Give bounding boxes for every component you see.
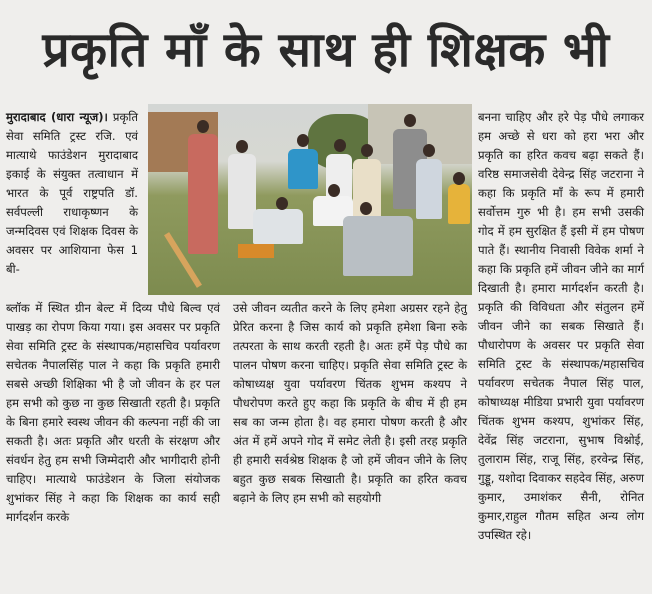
body-text: बनना चाहिए और हरे पेड़ पौधे लगाकर हम अच्छे से धरा को हरा भरा और प्रकृति का हरित कवच बढ़ा सकते हैं। वरिष्ठ समाजसेवी देवेन्द्र सिंह जटराना ने कहा कि प्रकृति माँ के रूप में हमारी सर्वोत्तम गुरु भी है। हम सभी उसकी गोद में हम सुरक्षित हैं इसी में हम पोषण पाते हैं। स्थानीय निवासी विवेक शर्मा ने कहा कि प्रकृति हमें जीवन जीने का मार्ग दिखाती है। हमारा मार्गदर्शन करती है। प्रकृति की विविधता और संतुलन हमें जीवन जीने का सबक सिखाते हैं। पौधारोपण के अवसर पर प्रकृति सेवा समिति ट्रस्ट के संस्थापक/महासचिव पर्यावरण सचेतक नैपाल सिंह पाल, कोषाध्यक्ष मीडिया प्रभारी युवा पर्यावरण चिंतक शुभम कश्यप, शुभांकर सिंह, देवेंद्र सिंह जटराना, सुभाष विश्नोई, तुलाराम सिंह, राजू सिंह, हरवेन्द्र सिंह, गुड्डू, यशोदा दिवाकर सहदेव सिंह, अरुण कुमार, उमाशंकर सैनी, रोनित कुमार,राहुल गौतम सहित अन्य लोग उपस्थित रहे। bbox=[478, 110, 644, 542]
body-text: उसे जीवन व्यतीत करने के लिए हमेशा अग्रसर रहने हेतु प्रेरित करना है जिस कार्य को प्रकृति हमेशा बिना रुके तत्परता के साथ करती रहती है। अतः हमें पेड़ पौधे का पालन पोषण करना चाहिए। प्रकृति सेवा समिति ट्रस्ट के कोषाध्यक्ष युवा पर्यावरण चिंतक शुभम कश्यप ने पौधरोपण करते हुए कहा कि प्रकृति के बीच में ही हम सब का जन्म होता है। वह हमारा पोषण करती है और अंत में हमें अपने गोद में समेट लेती है। इसी तरह प्रकृति ही हमारी सर्वश्रेष्ठ शिक्षक है जो हमें जीवन जीने के लिए बहुत कुछ सबक सिखाती है। प्रकृति का हरित कवच बढ़ाने के लिए हम सभी को सहयोगी bbox=[233, 301, 467, 505]
headline: प्रकृति माँ के साथ ही शिक्षक भी bbox=[42, 22, 610, 78]
article-column-2 bbox=[233, 299, 467, 508]
article-column-1 bbox=[6, 108, 138, 279]
article-column-3 bbox=[478, 108, 644, 545]
intro-text: प्रकृति सेवा समिति ट्रस्ट रजि. एवं मात्याथे फाउंडेशन मुरादाबाद इकाई के संयुक्त तत्वाधान में भारत के पूर्व राष्ट्रपति डॉ. सर्वपल्ली राधाकृष्णन के जन्मदिवस एवं शिक्षक दिवस के अवसर पर आशियाना फेस 1 बी- bbox=[6, 110, 138, 276]
body-text: ब्लॉक में स्थित ग्रीन बेल्ट में दिव्य पौधे बिल्व एवं पाखड़ का रोपण किया गया। इस अवसर पर प्रकृति सेवा समिति ट्रस्ट के संस्थापक/महासचिव पर्यावरण सचेतक नैपालसिंह पाल ने कहा कि प्रकृति हमारी सबसे अच्छी शिक्षिका भी है जो जीवन के हर पल हम सभी को कुछ ना कुछ सिखाती रहती है। प्रकृति के बिना हमारे स्वस्थ जीवन की कल्पना नहीं की जा सकती है। अतः प्रकृति और धरती के संरक्षण और संवर्धन हेतु हम सभी जिम्मेदारी और भागीदारी होनी चाहिए। मात्याथे फाउंडेशन के जिला संयोजक शुभांकर सिंह ने कहा कि शिक्षक का कार्य सही मार्गदर्शन करके bbox=[6, 301, 220, 524]
article-column-1-continued bbox=[6, 299, 220, 527]
dateline: मुरादाबाद (धारा न्यूज)। bbox=[6, 110, 108, 124]
news-photo bbox=[148, 104, 472, 295]
